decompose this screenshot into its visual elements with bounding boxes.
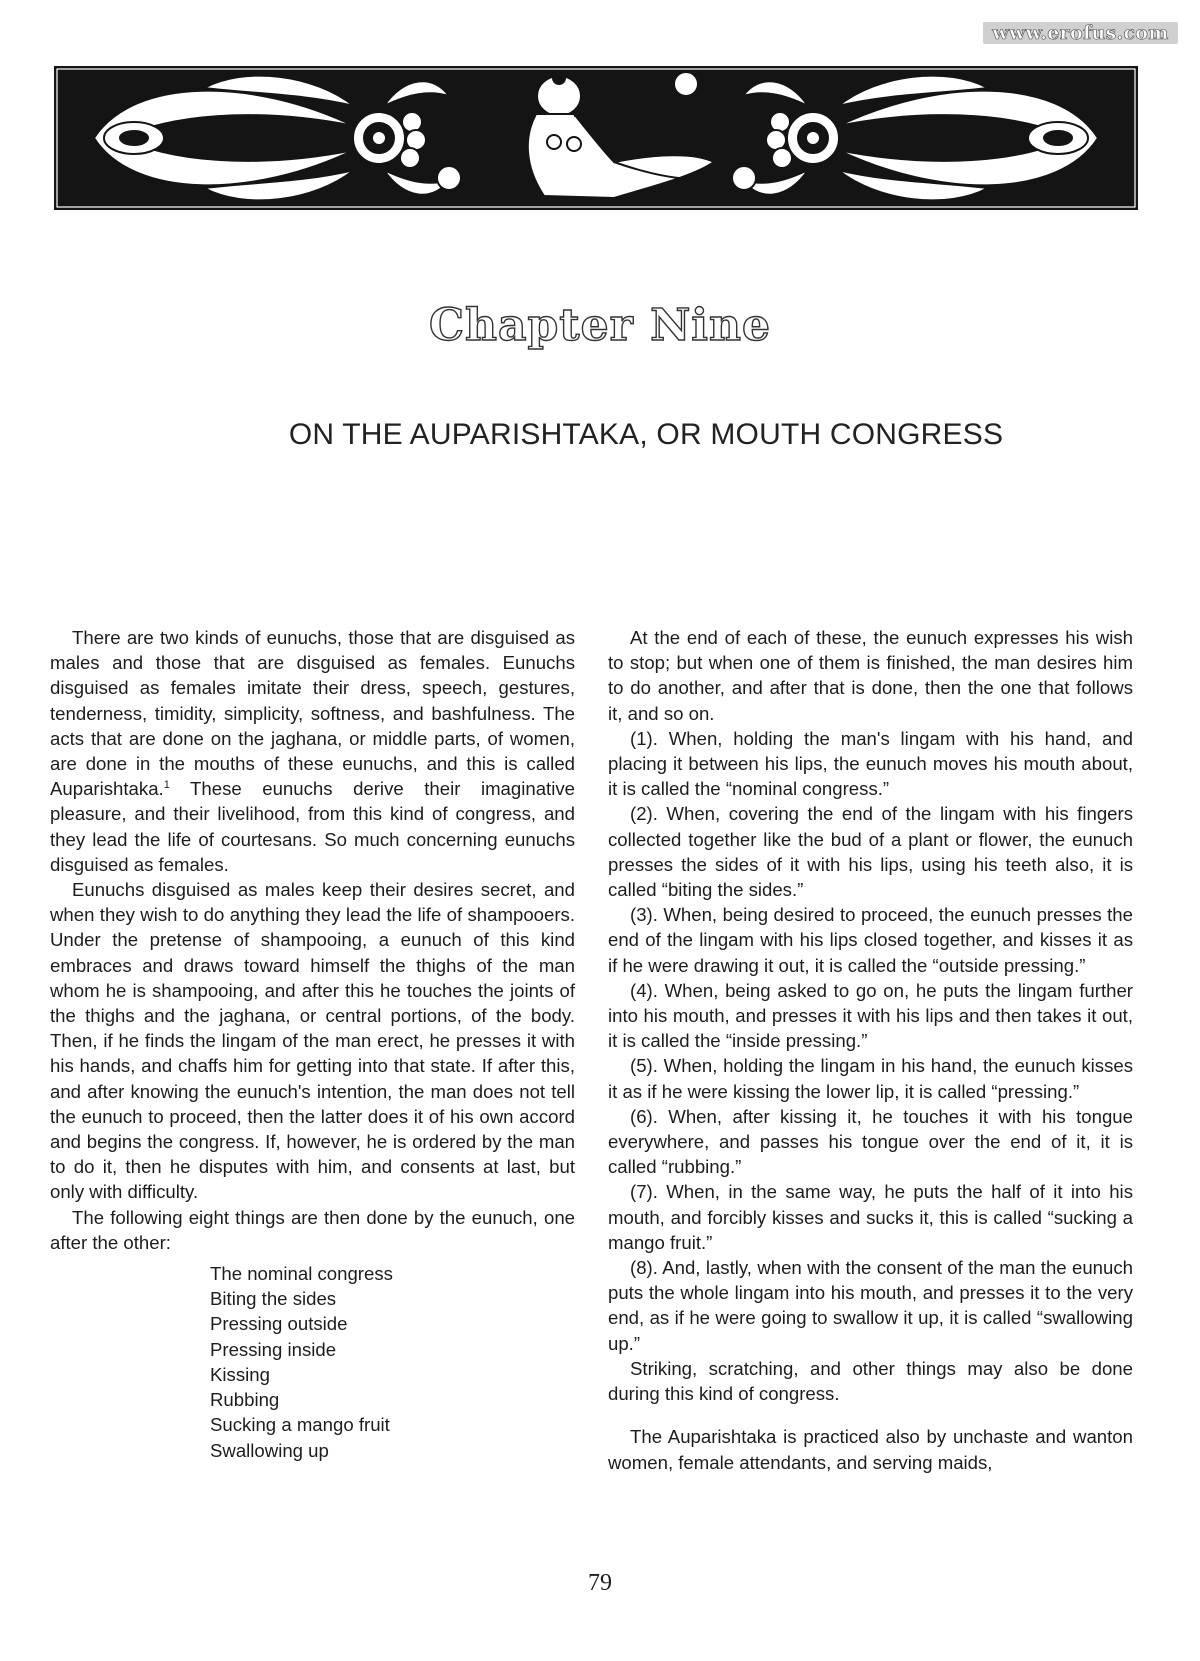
right-paragraph: (5). When, holding the lingam in his hand, the eunuch kisses it as if he were kissing the lower lip, it is called “pressing.” xyxy=(608,1055,1133,1102)
chapter-title: Chapter Nine xyxy=(428,300,772,351)
list-item: Kissing xyxy=(210,1363,270,1385)
watermark: www.erofus.com xyxy=(983,22,1178,44)
left-paragraph-1: There are two kinds of eunuchs, those that are disguised as males and those that are disguised as females. Eunuchs disguised as females imitate their dress, speech, gestures, tenderness, timidity, simplicity, softness, and bashfulness. The acts that are done on the jaghana, or middle parts, of women, are done in the mouths of these eunuchs, and this is called Auparishtaka.$^1$ These eunuchs derive their imaginative pleasure, and their livelihood, from this kind of congress, and they lead the life of courtesans. So much concerning eunuchs disguised as females. xyxy=(50,627,575,875)
list-item: Sucking a mango fruit xyxy=(210,1414,390,1436)
list-item: Pressing inside xyxy=(210,1338,337,1360)
right-paragraph: (8). And, lastly, when with the consent of the man the eunuch puts the whole lingam into his mouth, and presses it to the very end, as if he were going to swallow it up, it is called “swallowing up.” xyxy=(608,1257,1133,1354)
right-paragraph: At the end of each of these, the eunuch expresses his wish to stop; but when one of them is finished, the man desires him to do another, and after that is done, then the one that follows it, and so on. xyxy=(608,627,1133,724)
right-paragraph: (2). When, covering the end of the lingam with his fingers collected together like the bud of a plant or flower, the eunuch presses the sides of it with his lips, using his teeth also, it is called “biting the sides.” xyxy=(608,803,1133,901)
list-item: Biting the sides xyxy=(210,1288,337,1310)
list-item: Swallowing up xyxy=(210,1439,329,1461)
right-paragraph: (1). When, holding the man's lingam with his hand, and placing it between his lips, the eunuch moves his mouth about, it is called the “nominal congress.” xyxy=(608,727,1133,800)
right-column xyxy=(608,625,1133,1475)
right-paragraph: (3). When, being desired to proceed, the eunuch presses the end of the lingam with his lips closed together, and kisses it as if he were drawing it out, it is called the “outside pressing.” xyxy=(608,904,1133,976)
left-paragraph-3: The following eight things are then done by the eunuch, one after the other: xyxy=(50,1206,575,1253)
left-paragraph-2: Eunuchs disguised as males keep their desires secret, and when they wish to do anything they lead the life of shampooers. Under the pretense of shampooing, a eunuch of this kind embraces and draws toward himself the thighs of the man whom he is shampooing, and after this he touches the joints of the thighs and the jaghana, or central portions, of the body. Then, if he finds the lingam of the man erect, he presses it with his hands, and chaffs him for getting into that state. If after this, and after knowing the eunuch's intention, the man does not tell the eunuch to proceed, then the latter does it of his own accord and begins the congress. If, however, he is ordered by the man to do it, then he disputes with him, and consents at last, but only with difficulty. xyxy=(50,879,575,1203)
section-title: ON THE AUPARISHTAKA, OR MOUTH CONGRESS xyxy=(288,418,1004,451)
decorative-banner xyxy=(54,66,1138,210)
list-item: Pressing outside xyxy=(210,1313,348,1335)
right-closing-paragraph: The Auparishtaka is practiced also by unchaste and wanton women, female attendants, and serving maids, xyxy=(608,1426,1133,1473)
practices-list xyxy=(50,1261,575,1463)
list-item: The nominal congress xyxy=(210,1263,393,1285)
right-paragraph: (7). When, in the same way, he puts the half of it into his mouth, and forcibly kisses and sucks it, this is called “sucking a mango fruit.” xyxy=(608,1181,1133,1253)
list-item: Rubbing xyxy=(210,1389,280,1411)
right-paragraph: Striking, scratching, and other things may also be done during this kind of congress. xyxy=(608,1357,1133,1405)
page-number: 79 xyxy=(588,1570,612,1596)
right-paragraph: (6). When, after kissing it, he touches it with his tongue everywhere, and passes his tongue over the end of it, it is called “rubbing.” xyxy=(608,1105,1133,1178)
footnote-marker[interactable]: 1 xyxy=(163,779,170,792)
right-paragraph: (4). When, being asked to go on, he puts the lingam further into his mouth, and presses it with his lips and then takes it out, it is called the “inside pressing.” xyxy=(608,979,1133,1052)
left-column xyxy=(50,625,575,1463)
